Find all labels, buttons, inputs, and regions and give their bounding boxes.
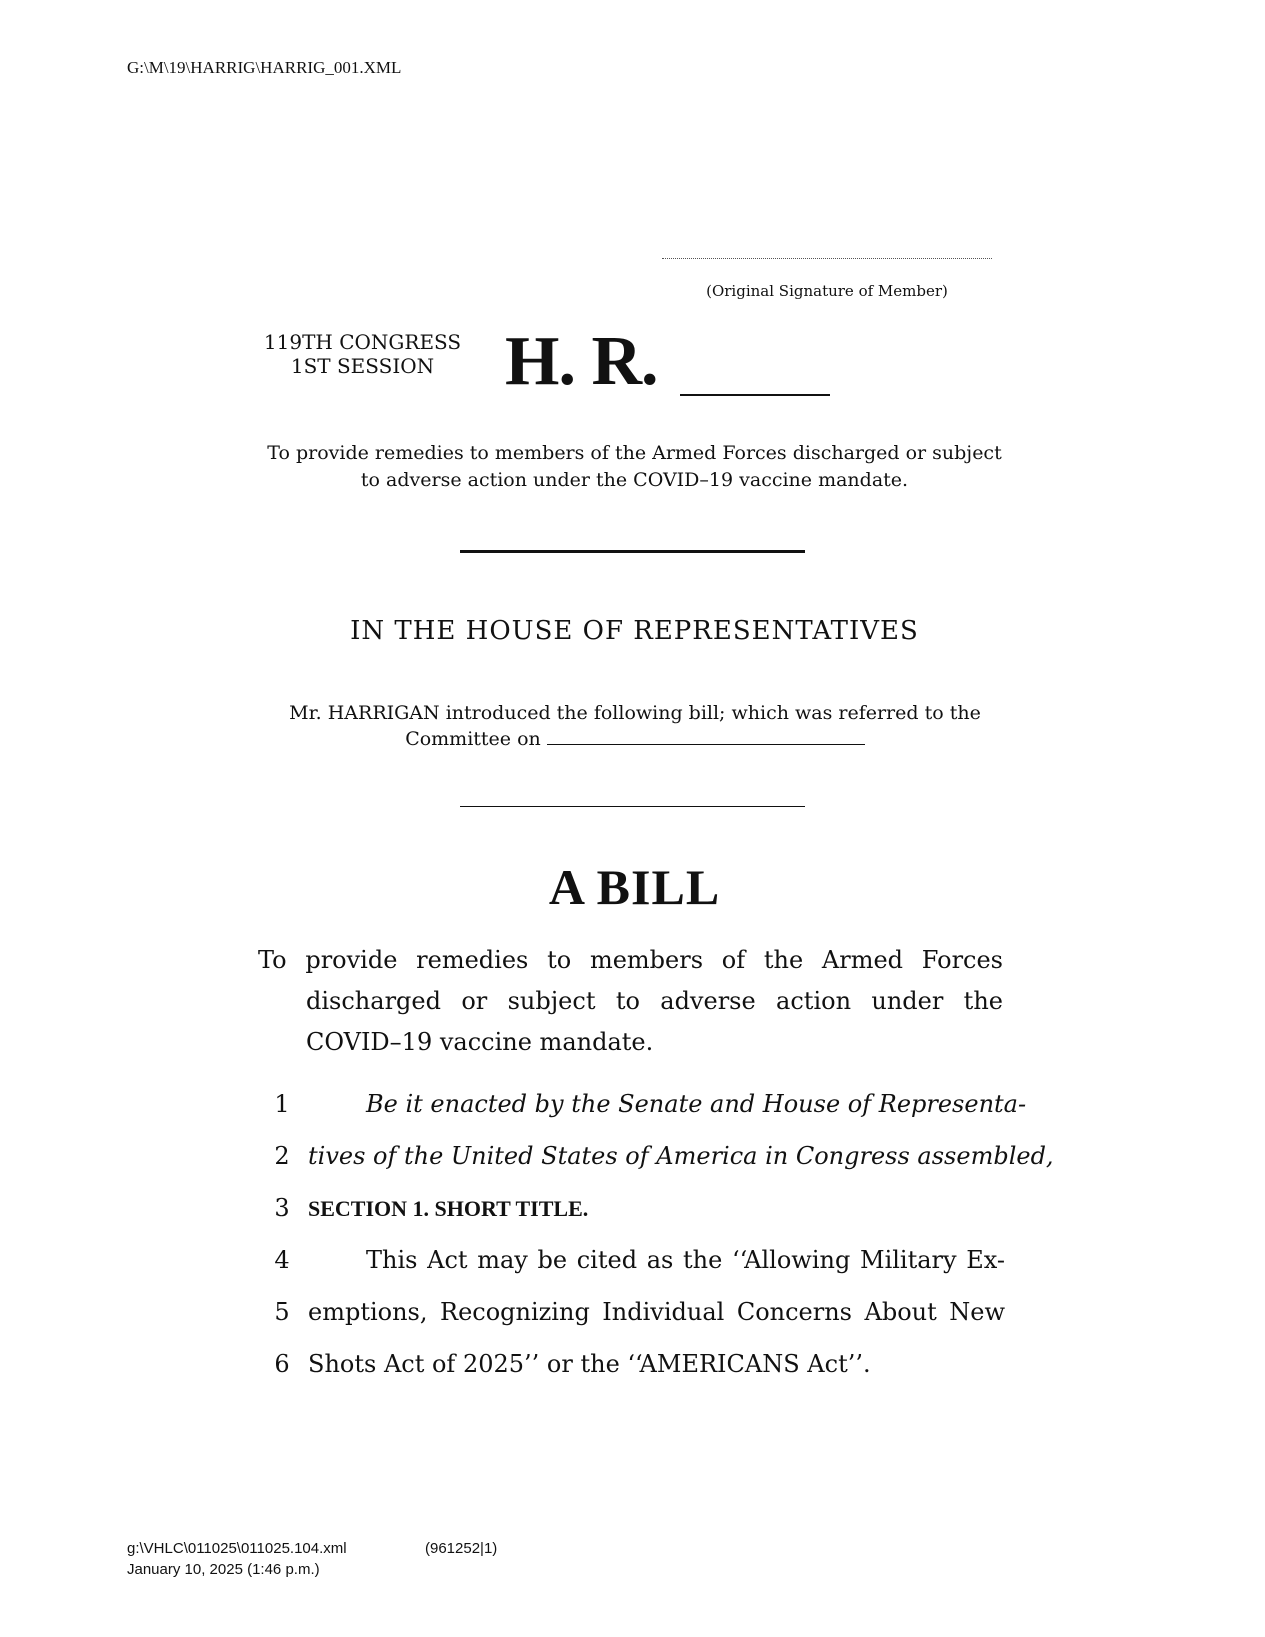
committee-blank xyxy=(547,728,865,745)
signature-caption: (Original Signature of Member) xyxy=(706,282,948,300)
bill-line xyxy=(260,1246,1005,1286)
line-text: Be it enacted by the Senate and House of Representa- xyxy=(366,1090,1027,1118)
congress-session-block xyxy=(250,330,475,378)
bill-line xyxy=(260,1194,1005,1234)
footer-code: (961252|1) xyxy=(425,1540,498,1557)
signature-line xyxy=(662,258,992,259)
introduction-body: introduced the following bill; which was referred to the Committee on xyxy=(405,702,981,750)
footer-file-path: g:\VHLC\011025\011025.104.xml xyxy=(127,1540,347,1557)
congress-label: 119TH CONGRESS xyxy=(263,330,462,354)
divider-rule-thin xyxy=(460,806,805,807)
bill-line xyxy=(260,1298,1005,1338)
line-text: tives of the United States of America in Congress assembled, xyxy=(308,1142,1054,1170)
short-caption: To provide remedies to members of the Armed Forces discharged or subject to adverse action under the COVID–19 vaccine mandate. xyxy=(267,442,1002,491)
line-number: 3 xyxy=(274,1194,290,1222)
divider-rule xyxy=(460,550,805,553)
line-number: 6 xyxy=(274,1350,290,1378)
sponsor-name: HARRIGAN xyxy=(327,702,440,724)
line-text: This Act may be cited as the ‘‘Allowing Military Ex- xyxy=(366,1246,1005,1274)
introduction-text xyxy=(280,700,990,752)
line-number: 2 xyxy=(274,1142,290,1170)
sponsor-prefix: Mr. xyxy=(289,702,322,724)
bill-line xyxy=(260,1142,1054,1182)
footer-date: January 10, 2025 (1:46 p.m.) xyxy=(127,1561,320,1578)
house-heading: IN THE HOUSE OF REPRESENTATIVES xyxy=(350,616,919,646)
file-path: G:\M\19\HARRIG\HARRIG_001.XML xyxy=(127,58,402,77)
line-text: emptions, Recognizing Individual Concerns About New xyxy=(308,1298,1005,1326)
bill-title: A BILL xyxy=(548,859,721,915)
line-number: 4 xyxy=(274,1246,290,1274)
line-text: Shots Act of 2025’’ or the ‘‘AMERICANS Act’’. xyxy=(308,1350,871,1378)
section-heading: SECTION 1. SHORT TITLE. xyxy=(308,1196,589,1221)
bill-line xyxy=(260,1350,1005,1390)
bill-line xyxy=(260,1090,1027,1130)
session-label: 1ST SESSION xyxy=(290,354,435,378)
bill-number-label: H. R. xyxy=(505,323,658,400)
long-title: To provide remedies to members of the Armed Forces discharged or subject to adverse action under the COVID–19 vaccine mandate. xyxy=(258,946,1003,1056)
bill-number-blank xyxy=(680,394,830,396)
line-number: 1 xyxy=(274,1090,290,1118)
line-number: 5 xyxy=(274,1298,290,1326)
